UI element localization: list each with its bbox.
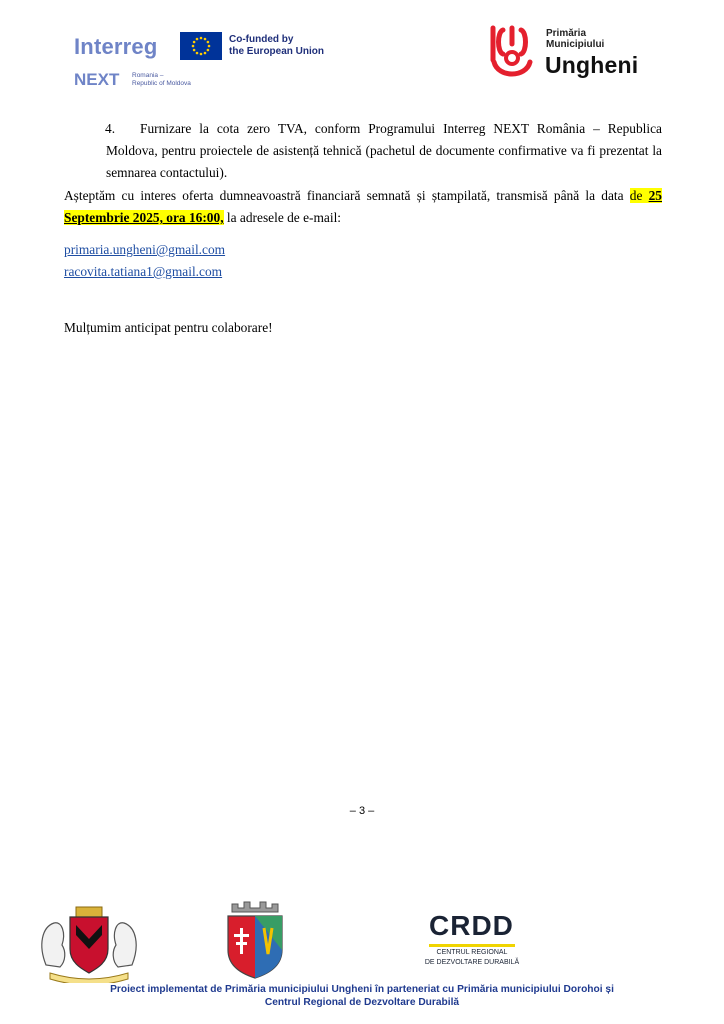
list-item-number: 4. xyxy=(105,121,116,136)
highlighted-text: de xyxy=(629,188,649,203)
crdd-wordmark: CRDD xyxy=(429,910,514,941)
ungheni-coat-of-arms-icon xyxy=(224,898,286,980)
footer-line-1: Proiect implementat de Primăria municipiului Ungheni în parteneriat cu Primăria municipiului Dorohoi și xyxy=(110,984,614,995)
crdd-logo xyxy=(424,910,534,976)
interreg-next-logo xyxy=(74,30,324,94)
email-link-racovita[interactable]: racovita.tatiana1@gmail.com xyxy=(64,264,223,279)
footer-project-note xyxy=(0,983,724,1009)
closing-text: Mulțumim anticipat pentru colaborare! xyxy=(64,320,273,335)
dorohoi-coat-of-arms-icon xyxy=(36,905,142,983)
primaria-ungheni-logo xyxy=(488,22,658,84)
email-link-primaria[interactable]: primaria.ungheni@gmail.com xyxy=(64,242,226,257)
next-program-name: Romania – Republic of Moldova xyxy=(132,72,191,87)
deadline-paragraph xyxy=(64,185,662,229)
list-item-4 xyxy=(106,118,662,184)
paragraph-text: Așteptăm cu interes oferta dumneavoastră financiară semnată și ștampilată, transmisă până la data xyxy=(64,188,630,203)
paragraph-text-end: la adresele de e-mail: xyxy=(223,210,342,225)
municipality-name: Ungheni xyxy=(545,52,639,78)
cofunded-text: Co-funded by the European Union xyxy=(229,34,324,57)
ungheni-emblem-icon xyxy=(488,22,536,82)
deadline-date: 25 Septembrie 2025, ora 16:00, xyxy=(64,188,662,225)
footer-line-2: Centrul Regional de Dezvoltare Durabilă xyxy=(264,997,460,1008)
eu-flag-icon xyxy=(180,32,222,60)
interreg-wordmark: Interreg xyxy=(74,34,158,59)
crdd-accent-line xyxy=(429,944,515,947)
municipality-label: Primăria Municipiului xyxy=(546,28,605,50)
next-wordmark: NEXT xyxy=(74,70,120,89)
list-item-text: Furnizare la cota zero TVA, conform Programului Interreg NEXT România – Republica Moldova, pentru proiectele de asistență tehnică (pachetul de documente confirmative va fi prezentat la semnarea contactului). xyxy=(106,121,662,180)
page-number: – 3 – xyxy=(349,805,375,817)
crdd-subtitle: CENTRUL REGIONAL DE DEZVOLTARE DURABILĂ xyxy=(424,949,520,966)
